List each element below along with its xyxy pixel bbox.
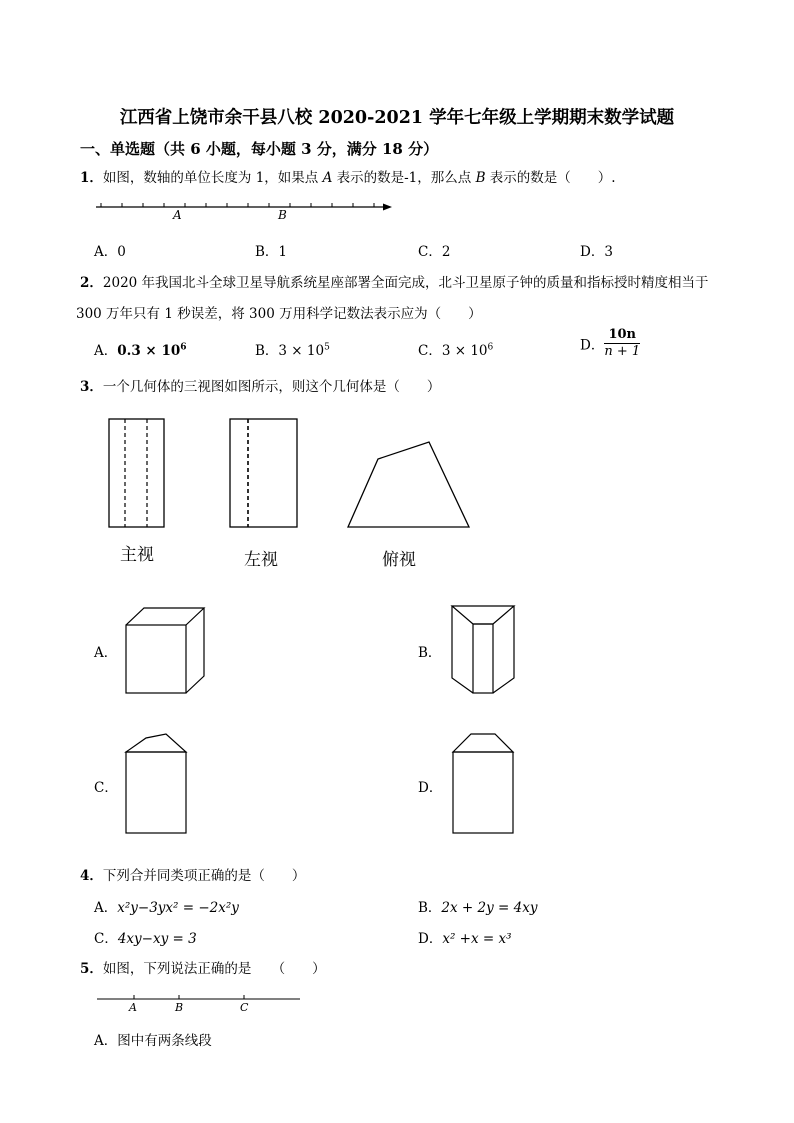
q4-option-b[interactable]: B．2x + 2y = 4xy [418,900,538,916]
point-label-a: A [173,208,182,222]
question-number: 1． [80,170,103,186]
point-label-b: B [175,1001,184,1014]
question-2-line2: 300 万年只有 1 秒误差，将 300 万用科学记数法表示应为（ ） [76,306,482,322]
q5-option-a[interactable]: A．图中有两条线段 [94,1033,212,1049]
q2-option-b[interactable]: B．$3 \times 10^5$ [255,342,330,359]
question-3: 3．一个几何体的三视图如图所示，则这个几何体是（ ） [80,379,441,395]
top-view-label: 俯视 [382,550,416,570]
number-line [96,198,396,228]
top-view [347,440,473,532]
question-number: 5． [80,961,103,977]
line-segment-figure [97,992,303,1006]
q3-option-a-solid[interactable] [124,606,206,696]
q2-option-d[interactable]: D． $\frac{10n}{n + 1}$ [580,327,641,359]
q1-option-b[interactable]: B．1 [255,244,288,260]
point-label-b: B [278,208,287,222]
q1-option-c[interactable]: C．2 [418,244,451,260]
question-number: 2． [80,275,103,291]
question-number: 3． [80,379,103,395]
q4-option-d[interactable]: D．x² +x = x³ [418,931,512,947]
point-label-a: A [129,1001,137,1014]
left-view [229,418,299,530]
front-view-label: 主视 [120,545,154,565]
point-label-c: C [240,1001,249,1014]
q1-option-a[interactable]: A．0 [94,244,126,260]
q4-option-a[interactable]: A．x²y−3yx² = −2x²y [94,900,239,916]
question-number: 4． [80,868,103,884]
question-4: 4．下列合并同类项正确的是（ ） [80,868,306,884]
q3-option-d-label[interactable]: D． [418,780,443,796]
question-5: 5．如图，下列说法正确的是 （ ） [80,961,326,977]
q1-option-d[interactable]: D．3 [580,244,613,260]
question-1: 1．如图，数轴的单位长度为 1，如果点 A 表示的数是-1，那么点 B 表示的数是（ ）. [80,170,616,186]
q4-option-c[interactable]: C．4xy−xy = 3 [94,931,197,947]
question-2: 2．2020 年我国北斗全球卫星导航系统星座部署全面完成，北斗卫星原子钟的质量和指标授时精度相当于 [80,275,709,291]
q3-option-c-solid[interactable] [124,732,190,836]
q3-option-c-label[interactable]: C． [94,780,118,796]
q3-option-a-label[interactable]: A． [94,645,118,661]
front-view [108,418,166,530]
q3-option-d-solid[interactable] [451,732,517,836]
left-view-label: 左视 [244,550,278,570]
page-title: 江西省上饶市余干县八校 2020-2021 学年七年级上学期期末数学试题 [119,108,675,128]
q3-option-b-solid[interactable] [450,604,518,698]
q2-option-c[interactable]: C．$3 \times 10^6$ [418,342,494,359]
q2-option-a[interactable]: A．$0.3 \times 10^6$ [94,342,187,359]
q3-option-b-label[interactable]: B． [418,645,442,661]
section-heading: 一、单选题（共 6 小题，每小题 3 分，满分 18 分） [80,140,439,158]
